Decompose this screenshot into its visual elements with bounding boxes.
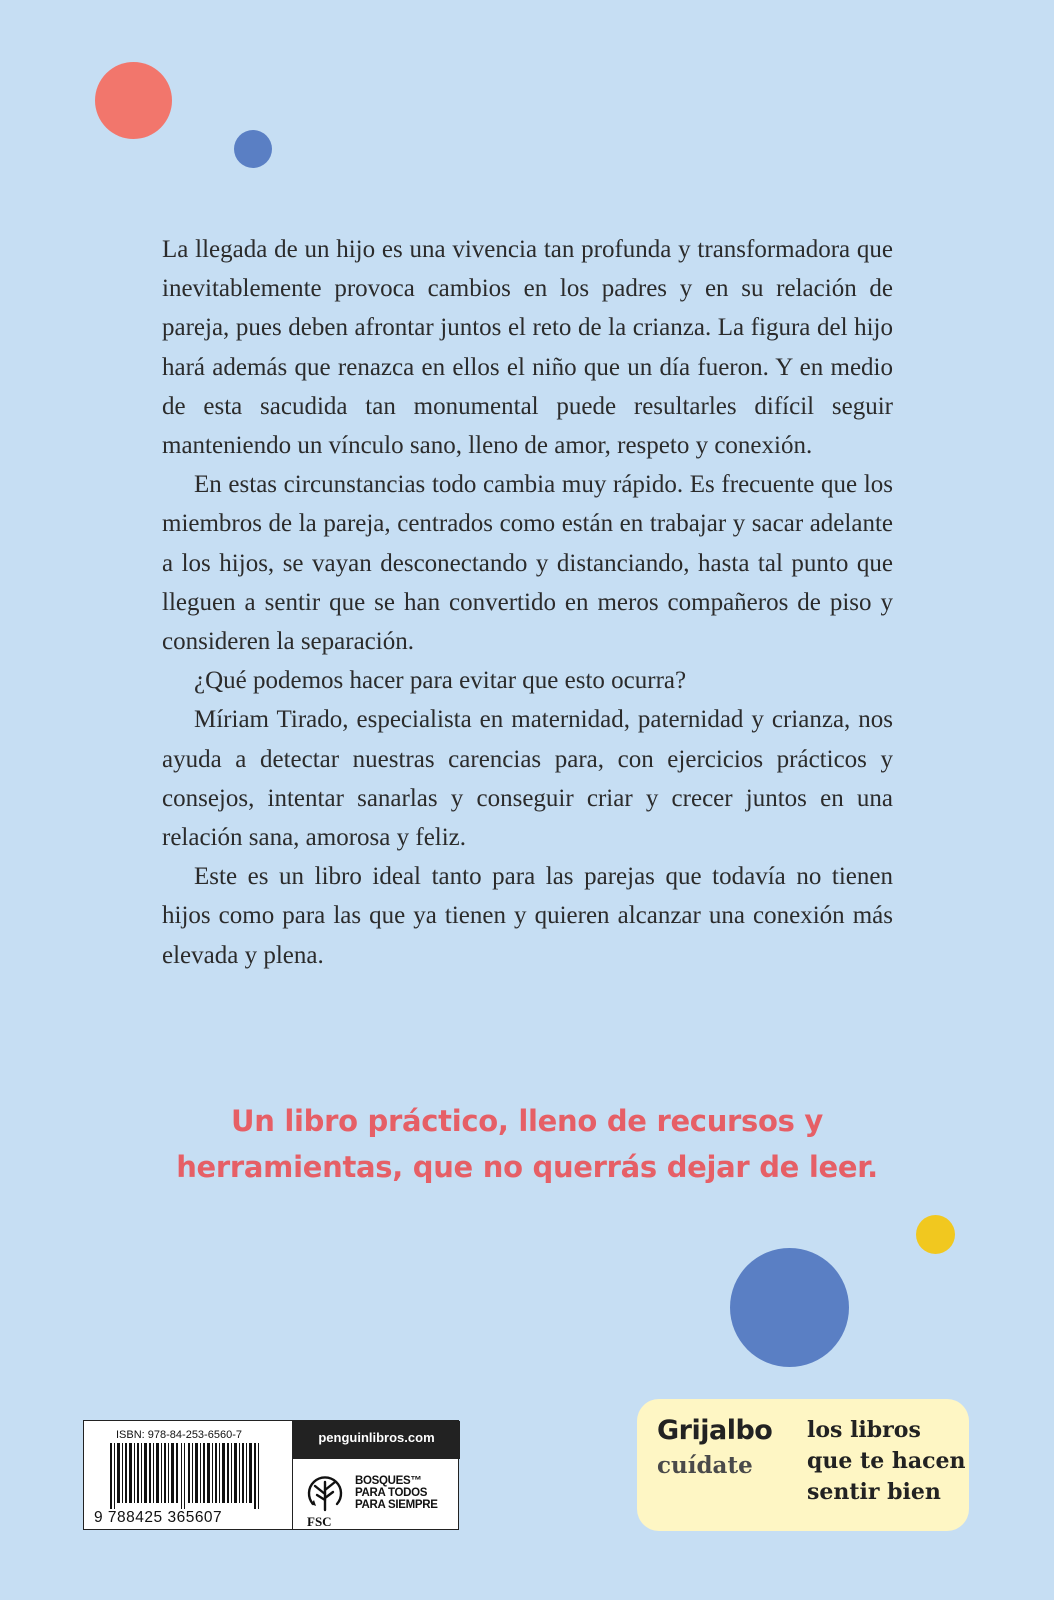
promo-tagline bbox=[100, 1098, 954, 1190]
barcode-number: 9 788425 365607 bbox=[94, 1509, 223, 1526]
publisher-slogan bbox=[807, 1415, 966, 1508]
publisher-slogan-line-1: los libros bbox=[807, 1417, 921, 1443]
fsc-slogan bbox=[355, 1475, 438, 1511]
fsc-slogan-line-3: PARA SIEMPRE bbox=[355, 1499, 438, 1511]
yellow-circle-decoration bbox=[916, 1215, 955, 1254]
website-bar bbox=[293, 1421, 460, 1459]
coral-circle-decoration bbox=[95, 62, 172, 139]
publisher-website-panel bbox=[292, 1421, 460, 1529]
barcode-icon bbox=[96, 1443, 276, 1509]
publisher-collection: cuídate bbox=[657, 1452, 753, 1479]
synopsis-paragraph-5: Este es un libro ideal tanto para las parejas que todavía no tienen hijos como para las que ya tienen y quieren alcanzar una conexión más elevada y plena. bbox=[162, 863, 893, 969]
tagline-line-2: herramientas, que no querrás dejar de leer. bbox=[176, 1150, 878, 1184]
tagline-line-1: Un libro práctico, lleno de recursos y bbox=[231, 1104, 823, 1138]
fsc-label: FSC bbox=[307, 1514, 332, 1529]
fsc-tree-icon bbox=[305, 1466, 345, 1512]
synopsis-paragraph-2: En estas circunstancias todo cambia muy rápido. Es frecuente que los miembros de la pareja, centrados como están en trabajar y sacar adelante a los hijos, se vayan desconectando y distanciando, hasta tal punto que lleguen a sentir que se han convertido en meros compañeros de piso y consideren la separación. bbox=[162, 471, 893, 656]
isbn-label: ISBN: 978-84-253-6560-7 bbox=[116, 1429, 242, 1441]
barcode-panel bbox=[83, 1420, 459, 1530]
fsc-slogan-line-2: PARA TODOS bbox=[355, 1487, 428, 1499]
small-blue-circle-decoration bbox=[234, 130, 272, 168]
synopsis-paragraph-3: ¿Qué podemos hacer para evitar que esto ocurra? bbox=[194, 667, 687, 695]
synopsis-paragraph-1: La llegada de un hijo es una vivencia tan profunda y transformadora que inevitablemente provoca cambios en los padres y en su relación de pareja, pues deben afrontar juntos el reto de la crianza. La figura del hijo hará además que renazca en ellos el niño que un día fueron. Y en medio de esta sacudida tan monumental puede resultarles difícil seguir manteniendo un vínculo sano, lleno de amor, respeto y conexión. bbox=[162, 236, 893, 460]
synopsis-paragraph-4: Míriam Tirado, especialista en maternidad, paternidad y crianza, nos ayuda a detectar nuestras carencias para, con ejercicios prácticos y consejos, intentar sanarlas y conseguir criar y crecer juntos en una relación sana, amorosa y feliz. bbox=[162, 706, 893, 852]
fsc-slogan-line-1: BOSQUES™ bbox=[355, 1475, 422, 1487]
publisher-slogan-line-2: que te hacen bbox=[807, 1448, 966, 1474]
website-url: penguinlibros.com bbox=[318, 1430, 435, 1445]
publisher-slogan-line-3: sentir bien bbox=[807, 1479, 941, 1505]
publisher-name: Grijalbo bbox=[657, 1415, 773, 1446]
synopsis-text bbox=[162, 230, 893, 975]
publisher-badge bbox=[637, 1399, 969, 1531]
large-blue-circle-decoration bbox=[730, 1248, 849, 1367]
